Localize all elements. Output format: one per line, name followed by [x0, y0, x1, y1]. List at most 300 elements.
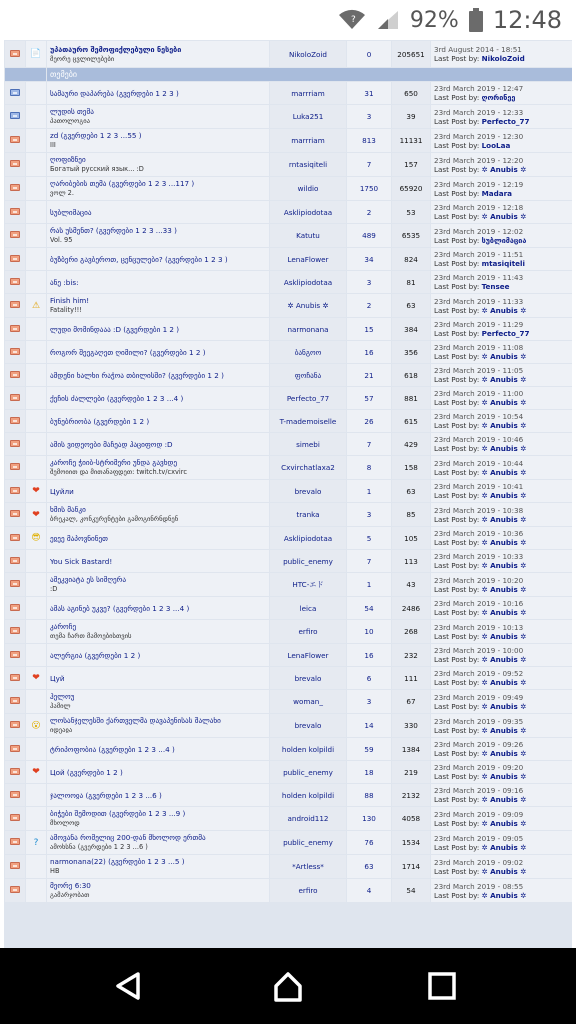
last-post-user[interactable]: ✲ Anubis ✲ [481, 491, 527, 500]
topic-row[interactable] [5, 177, 572, 200]
topic-replies[interactable]: 7 [347, 550, 391, 572]
topic-replies[interactable]: 3 [347, 690, 391, 713]
topic-link[interactable]: ამას აგინებ უკვე? (გვერდები 1 2 3 ...4 ) [50, 603, 190, 613]
topic-status-cell [5, 738, 25, 760]
topic-replies[interactable]: 7 [347, 153, 391, 176]
topic-link[interactable]: Цуйли [50, 486, 74, 496]
last-post-user[interactable]: ✲ Anubis ✲ [481, 561, 527, 570]
status-bar [0, 0, 576, 40]
topic-link[interactable]: სუბლიმაცია [50, 207, 92, 217]
last-post-user[interactable]: ✲ Anubis ✲ [481, 352, 527, 361]
topic-author[interactable]: brevalo [270, 480, 346, 502]
topic-replies[interactable]: 10 [347, 620, 391, 643]
topic-author[interactable]: public_enemy [270, 831, 346, 854]
pinned-last-by-label: Last Post by: [434, 54, 480, 63]
topic-row[interactable] [5, 550, 572, 572]
topic-row[interactable] [5, 807, 572, 830]
topic-status-cell [5, 550, 25, 572]
last-post-by-label: Last Post by: [434, 749, 480, 758]
folder-icon [10, 651, 20, 658]
topic-author[interactable]: simebi [270, 433, 346, 455]
topic-link[interactable]: ანე :bis: [50, 277, 79, 287]
topic-replies[interactable]: 1 [347, 480, 391, 502]
topic-title-cell [47, 177, 269, 200]
topic-replies[interactable]: 3 [347, 271, 391, 293]
topic-replies[interactable]: 813 [347, 129, 391, 152]
topic-status-cell [5, 294, 25, 317]
topic-views: 2132 [392, 784, 430, 806]
topic-views: 356 [392, 341, 430, 363]
last-post-by-label: Last Post by: [434, 116, 480, 126]
topic-author[interactable]: marrriam [270, 82, 346, 104]
topic-row[interactable] [5, 784, 572, 806]
last-post-by-label: Last Post by: [434, 772, 480, 781]
topic-row[interactable] [5, 667, 572, 689]
wifi-icon [338, 9, 366, 31]
topic-row[interactable] [5, 387, 572, 409]
category-header [5, 68, 572, 81]
last-post-user[interactable]: Perfecto_77 [481, 116, 530, 126]
last-post-user[interactable]: ✲ Anubis ✲ [481, 164, 527, 174]
topic-replies[interactable]: 21 [347, 364, 391, 386]
topic-link[interactable]: ტრიპოფობია (გვერდები 1 2 3 ...4 ) [50, 744, 175, 754]
topic-author[interactable]: public_enemy [270, 761, 346, 783]
topic-status-cell [5, 433, 25, 455]
topic-author[interactable]: brevalo [270, 714, 346, 737]
topic-replies[interactable]: 8 [347, 456, 391, 479]
last-post-date: 23rd March 2019 - 10:44 [434, 458, 524, 468]
topic-title-cell [47, 667, 269, 689]
topic-replies[interactable]: 18 [347, 761, 391, 783]
folder-icon [10, 160, 20, 167]
topic-link[interactable]: ჰელოუ [50, 692, 75, 701]
topic-last-post [431, 153, 572, 176]
topic-last-post [431, 807, 572, 830]
folder-icon [10, 348, 20, 355]
last-post-date: 23rd March 2019 - 12:30 [434, 131, 524, 141]
topic-replies[interactable]: 54 [347, 597, 391, 619]
topic-views: 157 [392, 153, 430, 176]
topic-last-post [431, 738, 572, 760]
folder-icon [10, 487, 20, 494]
topic-views: 54 [392, 879, 430, 902]
topic-row[interactable] [5, 294, 572, 317]
topic-link[interactable]: Цой (გვერდები 1 2 ) [50, 767, 123, 777]
last-post-user[interactable]: ღორინეე [481, 93, 516, 102]
last-post-date: 23rd March 2019 - 10:16 [434, 599, 524, 608]
topic-author[interactable]: T-mademoiselle [270, 410, 346, 432]
topic-last-post [431, 503, 572, 526]
topic-last-post [431, 879, 572, 902]
last-post-user[interactable]: ✲ Anubis ✲ [481, 514, 527, 524]
last-post-date: 23rd March 2019 - 10:38 [434, 505, 524, 515]
last-post-user[interactable]: ✲ Anubis ✲ [481, 795, 527, 804]
last-post-date: 23rd March 2019 - 11:29 [434, 320, 524, 329]
topic-title-cell [47, 341, 269, 363]
last-post-user[interactable]: ✲ Anubis ✲ [481, 608, 527, 617]
topic-link[interactable]: მეორე 6:30 [50, 881, 91, 890]
topic-author[interactable]: public_enemy [270, 550, 346, 572]
topic-link[interactable]: zd (გვერდები 1 2 3 ...55 ) [50, 131, 142, 140]
topic-row[interactable] [5, 714, 572, 737]
topic-link[interactable]: ღარიბების თემა (გვერდები 1 2 3 ...117 ) [50, 179, 195, 188]
last-post-user[interactable]: ✲ Anubis ✲ [481, 444, 527, 453]
clock: 12:48 [492, 6, 562, 34]
pinned-topic-row[interactable] [5, 41, 572, 67]
topic-last-post [431, 644, 572, 666]
topic-link[interactable]: ლოსანჯელესში ქართველმა დავაპენისას შალახი [50, 716, 221, 725]
battery-percent: 92% [409, 7, 459, 33]
topic-status-cell [5, 364, 25, 386]
last-post-user[interactable]: Madara [481, 188, 512, 198]
topic-replies[interactable]: 3 [347, 105, 391, 128]
topic-author[interactable]: leica [270, 597, 346, 619]
topic-author[interactable]: brevalo [270, 667, 346, 689]
topic-views: 615 [392, 410, 430, 432]
svg-text:?: ? [350, 15, 356, 25]
last-post-by-label: Last Post by: [434, 212, 480, 221]
last-post-user[interactable]: ✲ Anubis ✲ [481, 375, 527, 384]
topic-type-cell [26, 105, 46, 128]
topic-replies[interactable]: 6 [347, 667, 391, 689]
topic-replies[interactable]: 3 [347, 503, 391, 526]
last-post-user[interactable]: ✲ Anubis ✲ [481, 398, 527, 407]
last-post-by-label: Last Post by: [434, 444, 480, 453]
pinned-last-by-user[interactable]: NikoloZoid [481, 54, 525, 63]
last-post-date: 23rd March 2019 - 11:33 [434, 296, 524, 306]
topic-row[interactable] [5, 573, 572, 596]
folder-icon [10, 463, 20, 470]
topic-row[interactable] [5, 855, 572, 878]
topic-row[interactable] [5, 201, 572, 223]
folder-icon [10, 627, 20, 634]
topic-link[interactable]: ბუნებრიობა (გვერდები 1 2 ) [50, 416, 150, 426]
topic-replies[interactable]: 76 [347, 831, 391, 854]
topic-row[interactable] [5, 153, 572, 176]
topic-replies[interactable]: 16 [347, 644, 391, 666]
topic-last-post [431, 620, 572, 643]
topic-row[interactable] [5, 364, 572, 386]
topic-author[interactable]: Asklipiodotaa [270, 527, 346, 549]
last-post-user[interactable]: ✲ Anubis ✲ [481, 725, 527, 735]
topic-replies[interactable]: 2 [347, 201, 391, 223]
topic-author[interactable]: marrriam [270, 129, 346, 152]
topic-replies[interactable]: 489 [347, 224, 391, 247]
topic-link[interactable]: ქეჩის ძალლები (გვერდები 1 2 3 ...4 ) [50, 393, 184, 403]
topic-link[interactable]: რას უსმენთ? (გვერდები 1 2 3 ...33 ) [50, 226, 177, 235]
topic-link[interactable]: ამეკვიატა ეს სიმღერა [50, 575, 127, 584]
topic-author[interactable]: narmonana [270, 318, 346, 340]
topic-title-cell [47, 480, 269, 502]
folder-icon [10, 557, 20, 564]
topic-link[interactable]: Finish him! [50, 296, 90, 305]
topic-replies[interactable]: 26 [347, 410, 391, 432]
last-post-date: 23rd March 2019 - 10:13 [434, 622, 524, 632]
topic-replies[interactable]: 5 [347, 527, 391, 549]
last-post-user[interactable]: ✲ Anubis ✲ [481, 842, 527, 852]
topic-type-cell [26, 855, 46, 878]
topic-author[interactable]: android112 [270, 807, 346, 830]
topic-replies[interactable]: 4 [347, 879, 391, 902]
topic-status-cell [5, 105, 25, 128]
topic-row[interactable] [5, 480, 572, 502]
topic-link[interactable]: ხმის მანკი [50, 505, 86, 514]
topic-author[interactable]: Katutu [270, 224, 346, 247]
home-icon[interactable] [270, 968, 306, 1004]
topic-author[interactable]: erfiro [270, 620, 346, 643]
last-post-user[interactable]: mtasiqiteli [481, 259, 525, 268]
last-post-user[interactable]: Tensee [481, 282, 510, 291]
topic-link[interactable]: ღოფიზნეი [50, 155, 86, 164]
topic-status-cell [5, 248, 25, 270]
topic-views: 63 [392, 480, 430, 502]
last-post-by-label: Last Post by: [434, 140, 480, 150]
last-post-user[interactable]: ✲ Anubis ✲ [481, 866, 527, 876]
topic-title-cell [47, 129, 269, 152]
topic-views: 43 [392, 573, 430, 596]
topic-row[interactable] [5, 761, 572, 783]
last-post-user[interactable]: ✲ Anubis ✲ [481, 631, 527, 641]
last-post-date: 23rd March 2019 - 11:00 [434, 389, 524, 398]
topic-row[interactable] [5, 644, 572, 666]
topic-row[interactable] [5, 410, 572, 432]
topic-title-cell [47, 201, 269, 223]
topic-replies[interactable]: 130 [347, 807, 391, 830]
topic-author[interactable]: woman_ [270, 690, 346, 713]
topic-last-post [431, 82, 572, 104]
topic-row[interactable] [5, 831, 572, 854]
last-post-user[interactable]: ✲ Anubis ✲ [481, 212, 527, 221]
topic-title-cell [47, 433, 269, 455]
folder-icon [10, 674, 20, 681]
topic-row[interactable] [5, 690, 572, 713]
topic-last-post [431, 667, 572, 689]
topic-author[interactable]: *Artless* [270, 855, 346, 878]
topic-row[interactable] [5, 82, 572, 104]
last-post-date: 23rd March 2019 - 12:19 [434, 179, 524, 189]
topic-type-cell [26, 644, 46, 666]
last-post-by-label: Last Post by: [434, 538, 480, 547]
topic-author[interactable]: rntasiqiteli [270, 153, 346, 176]
topic-title-cell [47, 456, 269, 479]
topic-row[interactable] [5, 271, 572, 293]
last-post-user[interactable]: Perfecto_77 [481, 329, 530, 338]
topic-author[interactable]: Luka251 [270, 105, 346, 128]
topic-row[interactable] [5, 456, 572, 479]
topic-status-cell [5, 177, 25, 200]
topic-last-post [431, 527, 572, 549]
topic-link[interactable]: ამდენი ხალხი რაჭოა თბილისში? (გვერდები 1 2 ) [50, 370, 224, 380]
last-post-by-label: Last Post by: [434, 398, 480, 407]
topic-author[interactable]: tranka [270, 503, 346, 526]
folder-icon [10, 440, 20, 447]
topic-title-cell [47, 855, 269, 878]
topic-author[interactable]: HTC-エド [270, 573, 346, 596]
last-post-by-label: Last Post by: [434, 259, 480, 268]
topic-row[interactable] [5, 597, 572, 619]
topic-author[interactable]: ✲ Anubis ✲ [270, 294, 346, 317]
last-post-date: 23rd March 2019 - 09:05 [434, 833, 524, 843]
topic-replies[interactable]: 88 [347, 784, 391, 806]
topic-views: 824 [392, 248, 430, 270]
topic-replies[interactable]: 14 [347, 714, 391, 737]
pinned-topic-link[interactable]: უპათაურო შემოფიქლებული ნესები [50, 44, 182, 54]
category-title: თემები [47, 68, 572, 81]
topic-status-cell [5, 224, 25, 247]
topic-link[interactable]: ჯალოოჲა (გვერდები 1 2 3 ...6 ) [50, 790, 162, 800]
topic-views: 4058 [392, 807, 430, 830]
topic-link[interactable]: ეჲეე მაპოვნინეთ [50, 533, 108, 543]
last-post-user[interactable]: ✲ Anubis ✲ [481, 701, 527, 711]
topic-last-post [431, 364, 572, 386]
topic-row[interactable] [5, 433, 572, 455]
topic-author[interactable]: Asklipiodotaa [270, 271, 346, 293]
topic-author[interactable]: Asklipiodotaa [270, 201, 346, 223]
topic-replies[interactable]: 34 [347, 248, 391, 270]
topic-link[interactable]: ლუდის თემა [50, 107, 94, 116]
topic-row[interactable] [5, 318, 572, 340]
topic-author[interactable]: holden kolpildi [270, 738, 346, 760]
topic-views: 2486 [392, 597, 430, 619]
last-post-date: 23rd March 2019 - 09:52 [434, 669, 524, 678]
last-post-user[interactable]: ✲ Anubis ✲ [481, 421, 527, 430]
last-post-user[interactable]: სუბლიმაცია [481, 235, 527, 245]
topic-status-cell [5, 480, 25, 502]
topic-row[interactable] [5, 503, 572, 526]
topic-status-cell [5, 690, 25, 713]
last-post-user[interactable]: ✲ Anubis ✲ [481, 818, 527, 828]
topic-list [4, 40, 572, 948]
topic-row[interactable] [5, 620, 572, 643]
topic-link[interactable]: You Sick Bastard! [50, 556, 113, 566]
topic-row[interactable] [5, 129, 572, 152]
topic-type-cell [26, 82, 46, 104]
topic-views: 81 [392, 271, 430, 293]
last-post-user[interactable]: ✲ Anubis ✲ [481, 655, 527, 664]
topic-last-post [431, 387, 572, 409]
topic-row[interactable] [5, 738, 572, 760]
topic-status-cell [5, 597, 25, 619]
topic-row[interactable] [5, 248, 572, 270]
topic-author[interactable]: erfiro [270, 879, 346, 902]
topic-type-cell [26, 129, 46, 152]
last-post-user[interactable]: ✲ Anubis ✲ [481, 467, 527, 477]
last-post-by-label: Last Post by: [434, 491, 480, 500]
last-post-by-label: Last Post by: [434, 701, 480, 711]
topic-link[interactable]: როგორ შეეგაღეთ ღიმილი? (გვერდები 1 2 ) [50, 347, 206, 357]
last-post-user[interactable]: ✲ Anubis ✲ [481, 584, 527, 594]
topic-link[interactable]: სამაური დაპარება (გვერდები 1 2 3 ) [50, 88, 179, 98]
topic-status-cell [5, 573, 25, 596]
pinned-author[interactable]: NikoloZoid [270, 41, 346, 67]
topic-author[interactable]: LenaFlower [270, 644, 346, 666]
topic-row[interactable] [5, 527, 572, 549]
topic-last-post [431, 271, 572, 293]
heart-icon: ❤ [32, 509, 40, 520]
topic-replies[interactable]: 16 [347, 341, 391, 363]
last-post-by-label: Last Post by: [434, 305, 480, 315]
recents-icon[interactable] [424, 968, 460, 1004]
folder-icon [10, 791, 20, 798]
topic-link[interactable]: ლუდი მომინდააა :D (გვერდები 1 2 ) [50, 324, 180, 334]
last-post-by-label: Last Post by: [434, 375, 480, 384]
topic-link[interactable]: ამოვანა რომელიც 200-დან მხოლოდ ერთმა [50, 833, 206, 842]
last-post-user[interactable]: ✲ Anubis ✲ [481, 678, 527, 687]
topic-row[interactable] [5, 224, 572, 247]
topic-replies[interactable]: 1750 [347, 177, 391, 200]
topic-replies[interactable]: 31 [347, 82, 391, 104]
topic-author[interactable]: LenaFlower [270, 248, 346, 270]
topic-link[interactable]: კაროჩე ჭიიბ-სტრიმერი უნდა გავხდე [50, 458, 178, 467]
last-post-user[interactable]: ✲ Anubis ✲ [481, 305, 527, 315]
topic-subtitle: შემოიით და მითანაფდეთ: twitch.tv/cxvirc [50, 468, 187, 476]
last-post-by-label: Last Post by: [434, 631, 480, 641]
topic-replies[interactable]: 59 [347, 738, 391, 760]
topic-link[interactable]: narmonana(22) (გვერდები 1 2 3 ...5 ) [50, 857, 185, 866]
topic-type-cell [26, 387, 46, 409]
topic-views: 232 [392, 644, 430, 666]
topic-last-post [431, 690, 572, 713]
topic-type-cell [26, 761, 46, 783]
topic-type-cell [26, 318, 46, 340]
last-post-user[interactable]: LooLaa [481, 140, 511, 150]
topic-views: 618 [392, 364, 430, 386]
topic-row[interactable] [5, 105, 572, 128]
topic-row[interactable] [5, 879, 572, 902]
topic-replies[interactable]: 1 [347, 573, 391, 596]
topic-type-cell [26, 714, 46, 737]
topic-replies[interactable]: 63 [347, 855, 391, 878]
topic-replies[interactable]: 57 [347, 387, 391, 409]
folder-icon [10, 231, 20, 238]
topic-author[interactable]: ბანგოო [270, 341, 346, 363]
topic-link[interactable]: ალერგია (გვერდები 1 2 ) [50, 650, 141, 660]
topic-last-post [431, 433, 572, 455]
topic-link[interactable]: Цуй [50, 673, 65, 683]
last-post-by-label: Last Post by: [434, 93, 480, 102]
topic-type-cell [26, 503, 46, 526]
back-icon[interactable] [110, 968, 146, 1004]
topic-title-cell [47, 573, 269, 596]
topic-link[interactable]: ამის ვიდეოები მაჩეად ჰაციფოდ :D [50, 439, 173, 449]
topic-type-cell [26, 248, 46, 270]
topic-author[interactable]: ფოჩანა [270, 364, 346, 386]
folder-icon [10, 184, 20, 191]
last-post-date: 23rd March 2019 - 09:26 [434, 740, 524, 749]
last-post-date: 23rd March 2019 - 12:33 [434, 107, 524, 117]
topic-link[interactable]: კაროჩე [50, 622, 77, 631]
topic-replies[interactable]: 15 [347, 318, 391, 340]
topic-author[interactable]: holden kolpildi [270, 784, 346, 806]
last-post-user[interactable]: ✲ Anubis ✲ [481, 890, 527, 900]
topic-title-cell [47, 714, 269, 737]
topic-row[interactable] [5, 341, 572, 363]
pinned-replies[interactable]: 0 [347, 41, 391, 67]
topic-link[interactable]: ბუზბერი გავბეროთ, ცენცულები? (გვერდები 1 2 3 ) [50, 254, 228, 264]
topic-author[interactable]: Cxvirchatlaxa2 [270, 456, 346, 479]
topic-type-cell [26, 201, 46, 223]
topic-author[interactable]: Perfecto_77 [270, 387, 346, 409]
last-post-user[interactable]: ✲ Anubis ✲ [481, 772, 527, 781]
last-post-user[interactable]: ✲ Anubis ✲ [481, 538, 527, 547]
topic-replies[interactable]: 2 [347, 294, 391, 317]
topic-status-cell [5, 807, 25, 830]
topic-author[interactable]: wildio [270, 177, 346, 200]
topic-last-post [431, 761, 572, 783]
topic-link[interactable]: ბიჭები შემოდით (გვერდები 1 2 3 ...9 ) [50, 809, 186, 818]
topic-replies[interactable]: 7 [347, 433, 391, 455]
last-post-user[interactable]: ✲ Anubis ✲ [481, 749, 527, 758]
